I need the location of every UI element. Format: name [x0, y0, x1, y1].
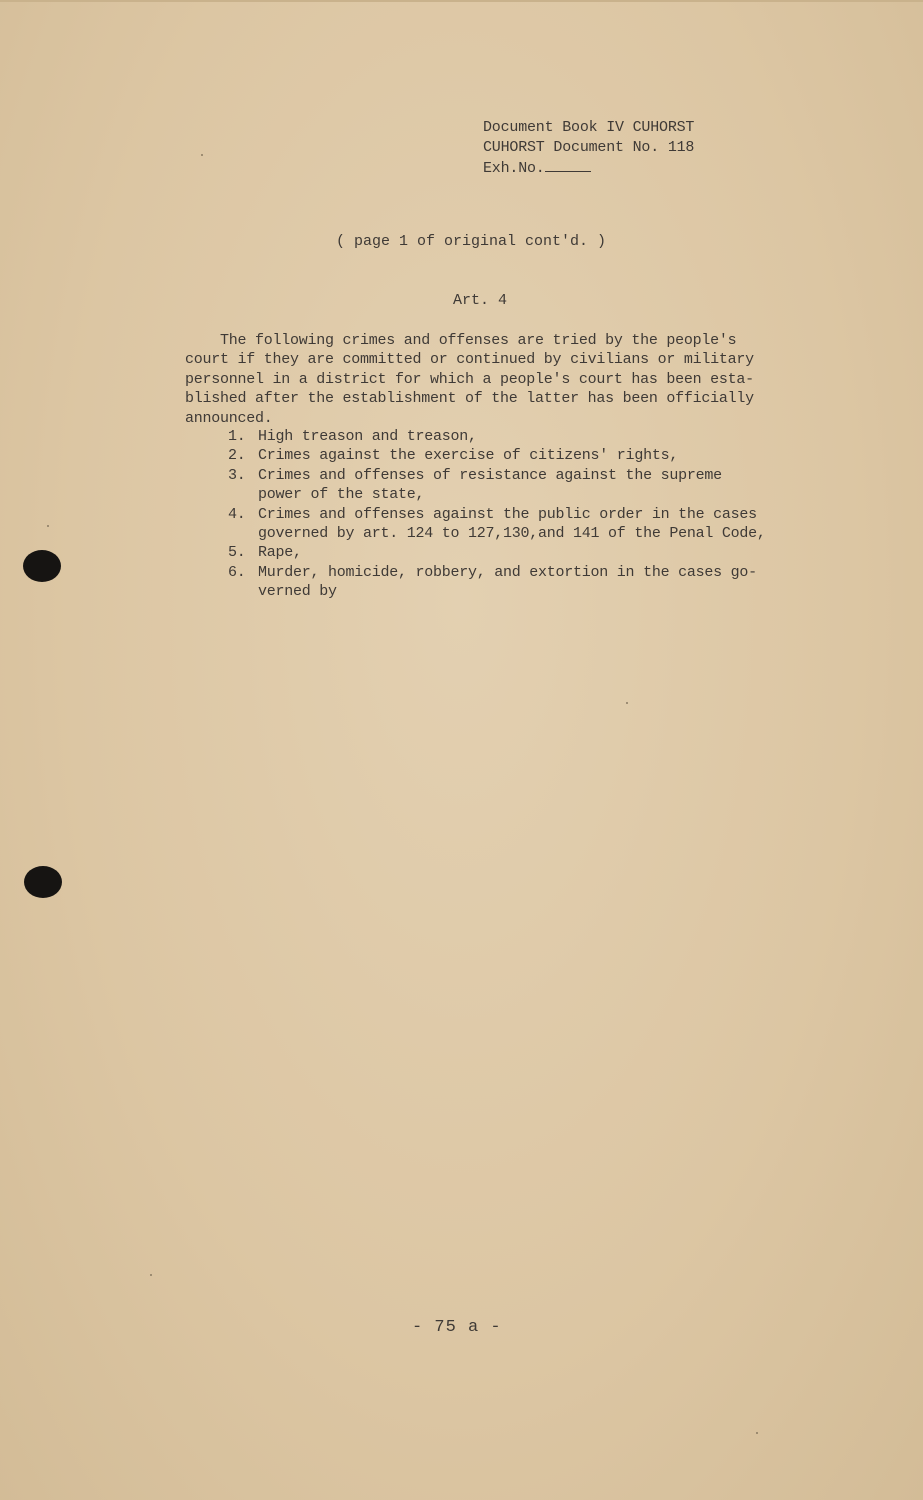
list-item-line: High treason and treason,: [258, 428, 477, 445]
list-item-line: Crimes and offenses of resistance against the supreme: [258, 466, 722, 484]
list-item-number: 1.: [228, 428, 246, 445]
page-number: - 75 a -: [412, 1318, 502, 1337]
crimes-list: [228, 427, 828, 602]
list-item-line: Rape,: [258, 544, 302, 562]
list-item-number: 5.: [228, 544, 246, 562]
list-item-number: 6.: [228, 563, 246, 581]
intro-line: blished after the establishment of the latter has been officially: [185, 390, 754, 408]
paper-speck: [150, 1274, 152, 1276]
article-heading: Art. 4: [453, 292, 508, 309]
paper-speck: [626, 702, 628, 704]
intro-line: announced.: [185, 409, 273, 427]
header-exhibit-number: [483, 157, 694, 179]
list-item-text: [258, 505, 828, 544]
intro-line: The following crimes and offenses are tried by the people's: [185, 332, 737, 349]
exhibit-label: Exh.No.: [483, 160, 545, 177]
punch-hole: [24, 866, 62, 898]
list-item: [228, 543, 828, 562]
list-item-line: governed by art. 124 to 127,130,and 141 of the Penal Code,: [258, 525, 766, 543]
list-item: [228, 505, 828, 544]
list-item-text: [258, 466, 828, 505]
document-header: [483, 118, 694, 179]
list-item-line: verned by: [258, 583, 337, 601]
paper-speck: [47, 525, 49, 527]
intro-line: court if they are committed or continued by civilians or military: [185, 351, 754, 369]
list-item-line: Crimes against the exercise of citizens' rights,: [258, 447, 679, 465]
list-item: [228, 563, 828, 602]
paper-speck: [201, 154, 203, 156]
list-item-line: power of the state,: [258, 486, 425, 504]
list-item-number: 3.: [228, 466, 246, 484]
list-item: [228, 446, 828, 465]
exhibit-number-blank: [545, 157, 591, 172]
list-item-line: Murder, homicide, robbery, and extortion in the cases go-: [258, 563, 757, 581]
list-item-number: 2.: [228, 447, 246, 465]
list-item-line: Crimes and offenses against the public order in the cases: [258, 505, 757, 523]
intro-line: personnel in a district for which a people's court has been esta-: [185, 370, 754, 388]
header-document-number: CUHORST Document No. 118: [483, 138, 695, 156]
list-item-text: [258, 563, 828, 602]
page-reference: ( page 1 of original cont'd. ): [336, 233, 607, 250]
header-document-book: Document Book IV CUHORST: [483, 119, 695, 136]
list-item-number: 4.: [228, 505, 246, 523]
paper-speck: [756, 1432, 758, 1434]
punch-hole: [23, 550, 61, 582]
list-item-text: [258, 427, 828, 446]
list-item: [228, 466, 828, 505]
list-item-text: [258, 446, 828, 465]
list-item-text: [258, 543, 828, 562]
intro-paragraph: [185, 331, 825, 428]
list-item: [228, 427, 828, 446]
